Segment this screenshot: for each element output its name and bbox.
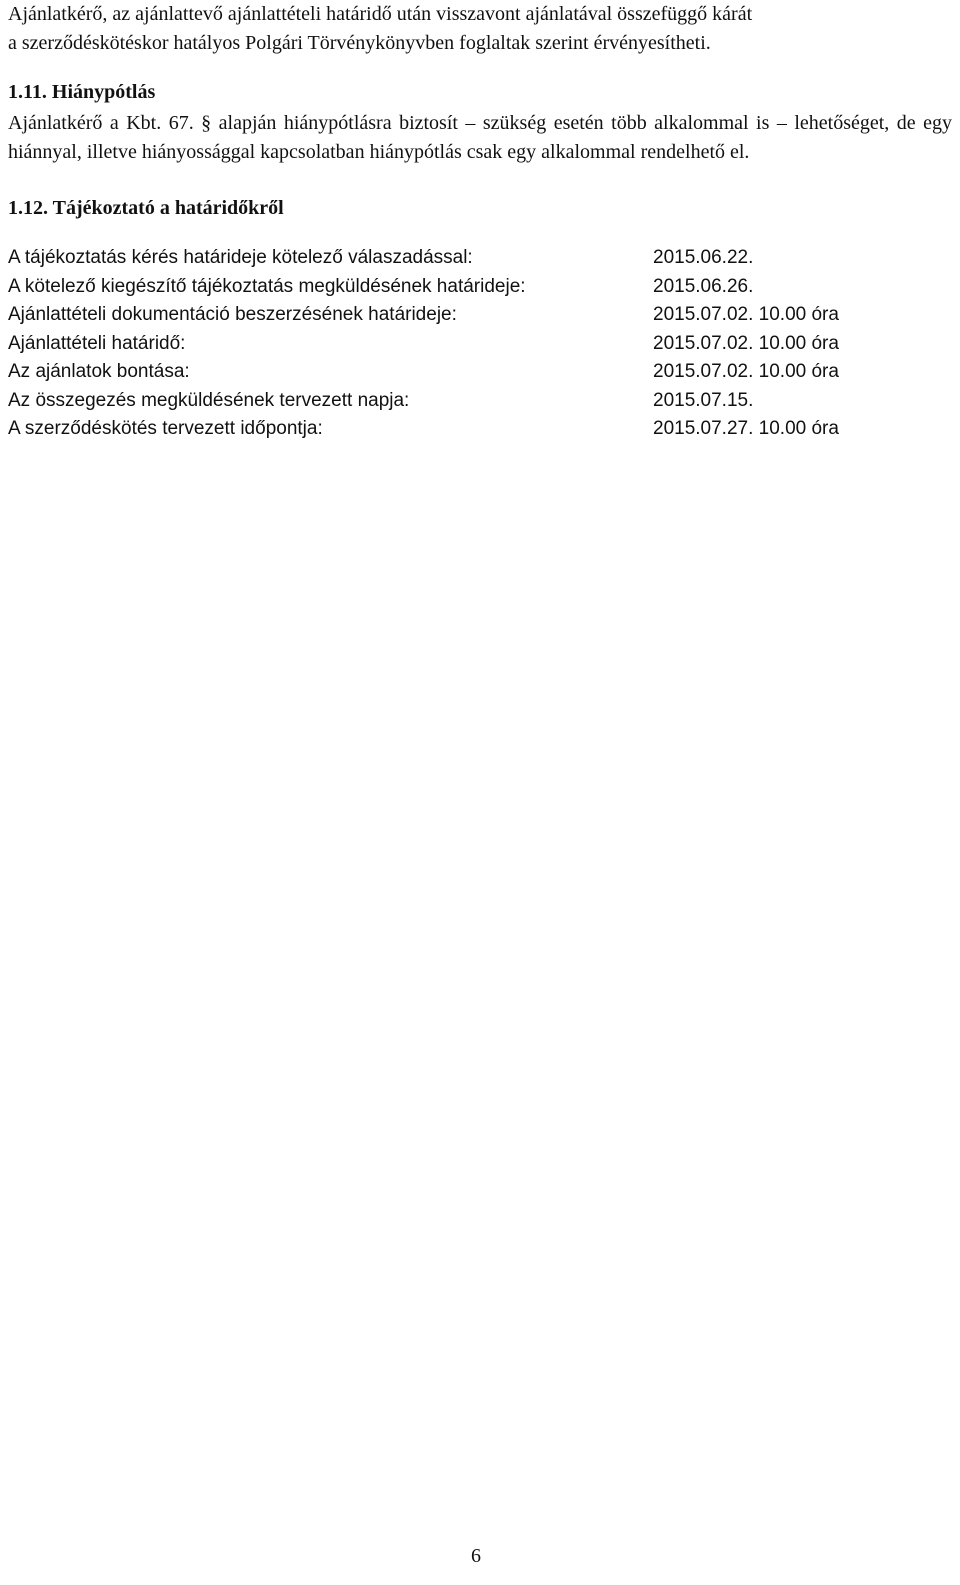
deadline-label: A szerződéskötés tervezett időpontja: [8,418,323,439]
deadline-row [8,244,952,273]
deadline-value: 2015.06.26. [653,275,754,297]
deadline-row [8,273,952,302]
deadline-row [8,301,952,330]
section-heading-hianypotlas: 1.11. Hiánypótlás [8,81,156,103]
deadline-value: 2015.07.15. [653,389,754,411]
deadline-row [8,415,952,444]
deadline-label: Az ajánlatok bontása: [8,361,190,382]
deadline-label: Az összegezés megküldésének tervezett napja: [8,389,410,411]
deadline-value: 2015.07.27. 10.00 óra [653,418,839,439]
deadline-row [8,358,952,387]
deadline-row [8,330,952,359]
deadline-label: Ajánlattételi dokumentáció beszerzésének határideje: [8,304,457,325]
deadline-value: 2015.07.02. 10.00 óra [653,304,839,325]
deadline-row [8,387,952,416]
intro-paragraph [8,0,952,58]
document-page [8,0,952,444]
page-number: 6 [471,1545,481,1567]
intro-line-2: a szerződéskötéskor hatályos Polgári Törvénykönyvben foglaltak szerint érvényesítheti. [8,32,711,54]
deadline-value: 2015.07.02. 10.00 óra [653,332,839,354]
deadline-label: Ajánlattételi határidő: [8,332,186,354]
deadlines-list [8,244,952,444]
hianypotlas-paragraph: Ajánlatkérő a Kbt. 67. § alapján hiánypótlásra biztosít – szükség esetén több alkalommal is – lehetőséget, de egy hiánnyal, illetve hiányossággal kapcsolatban hiánypótlás csak egy alkalommal rendelhető el. [8,112,952,163]
intro-line-1: Ajánlatkérő, az ajánlattevő ajánlattételi határidő után visszavont ajánlatával összefüggő kárát [8,3,753,25]
deadline-value: 2015.06.22. [653,247,754,268]
deadline-value: 2015.07.02. 10.00 óra [653,361,839,382]
deadline-label: A kötelező kiegészítő tájékoztatás megküldésének határideje: [8,275,526,297]
deadline-label: A tájékoztatás kérés határideje kötelező válaszadással: [8,247,473,268]
section-heading-hataridok: 1.12. Tájékoztató a határidőkről [8,197,284,219]
